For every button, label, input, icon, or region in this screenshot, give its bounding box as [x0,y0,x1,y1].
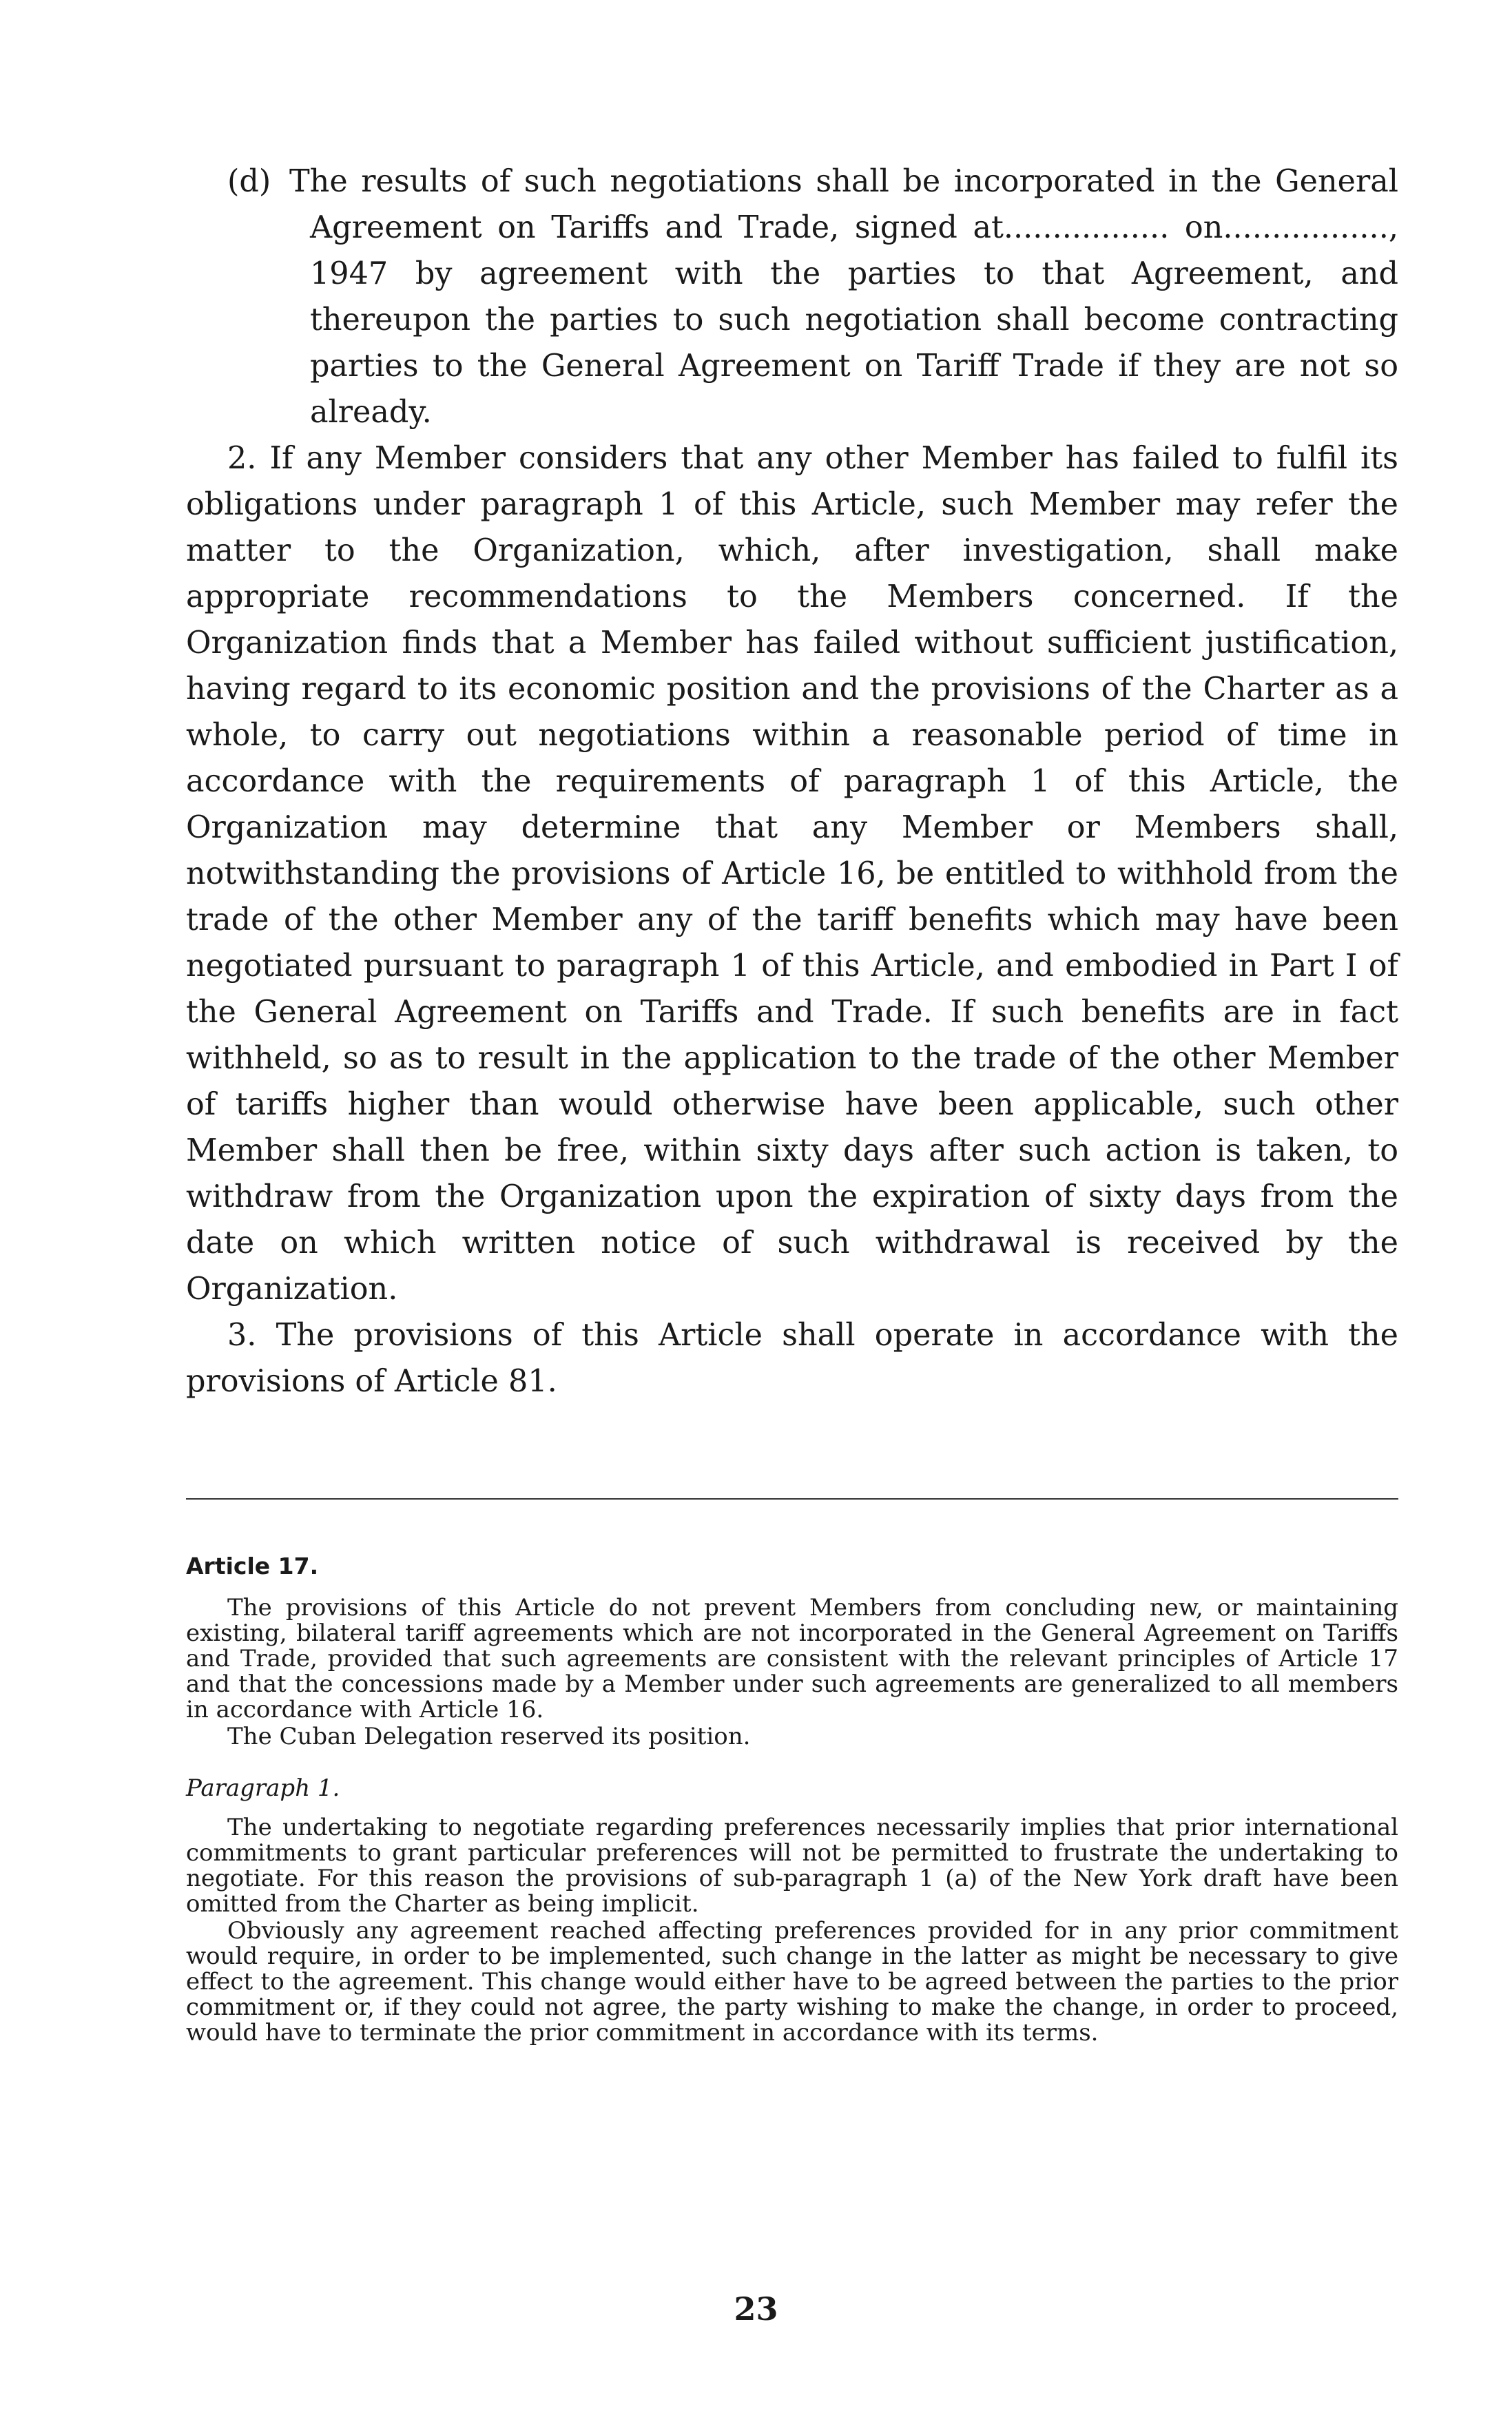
page-number: 23 [734,2290,778,2328]
note-paragraph-text-1: The undertaking to negotiate regarding preferences necessarily implies that prior international commitments to grant particular preferences will not be permitted to frustrate the undertaking to negotiate. For this reason the provisions of sub-paragraph 1 (a) of the New York draft have been omitted from the Charter as being implicit. [186,1814,1398,1918]
subparagraph-d-text: The results of such negotiations shall be incorporated in the General Agreement on Tariffs and Trade, signed at................. on................., 1947 by agreement with the parties to that Agreement, and thereupon the parties to such negotiation shall become contracting parties to the General Agreement on Tariff Trade if they are not so already. [289,164,1398,430]
article-body [186,158,1398,1405]
note-article-heading: Article 17. [186,1553,319,1579]
section-divider [186,1498,1398,1500]
note-article-text-2: The Cuban Delegation reserved its position. [227,1723,751,1750]
note-paragraph-heading: Paragraph 1. [186,1774,340,1802]
note-article-text-1: The provisions of this Article do not prevent Members from concluding new, or maintaining existing, bilateral tariff agreements which are not incorporated in the General Agreement on Tariffs and Trade, provided that such agreements are consistent with the relevant principles of Article 17 and that the concessions made by a Member under such agreements are generalized to all members in accordance with Article 16. [186,1594,1398,1723]
interpretative-notes [186,1553,1398,2046]
subparagraph-d-label: (d) [227,164,271,199]
paragraph-3: 3. The provisions of this Article shall operate in accordance with the provisions of Article 81. [186,1318,1398,1399]
note-paragraph-text-2: Obviously any agreement reached affecting preferences provided for in any prior commitment would require, in order to be implemented, such change in the latter as might be necessary to give effect to the agreement. This change would either have to be agreed between the parties to the prior commitment or, if they could not agree, the party wishing to make the change, in order to proceed, would have to terminate the prior commitment in accordance with its terms. [186,1917,1398,2047]
subparagraph-d [186,158,1398,435]
paragraph-2: 2. If any Member considers that any other Member has failed to fulfil its obligations under paragraph 1 of this Article, such Member may refer the matter to the Organization, which, after investigation, shall make appropriate recommendations to the Members concerned. If the Organization finds that a Member has failed without sufficient justification, having regard to its economic position and the provisions of the Charter as a whole, to carry out negotiations within a reasonable period of time in accordance with the requirements of paragraph 1 of this Article, the Organization may determine that any Member or Members shall, notwithstanding the provisions of Article 16, be entitled to withhold from the trade of the other Member any of the tariff benefits which may have been negotiated pursuant to paragraph 1 of this Article, and embodied in Part I of the General Agreement on Tariffs and Trade. If such benefits are in fact withheld, so as to result in the application to the trade of the other Member of tariffs higher than would otherwise have been applicable, such other Member shall then be free, within sixty days after such action is taken, to withdraw from the Organization upon the expiration of sixty days from the date on which written notice of such withdrawal is received by the Organization. [186,441,1398,1307]
